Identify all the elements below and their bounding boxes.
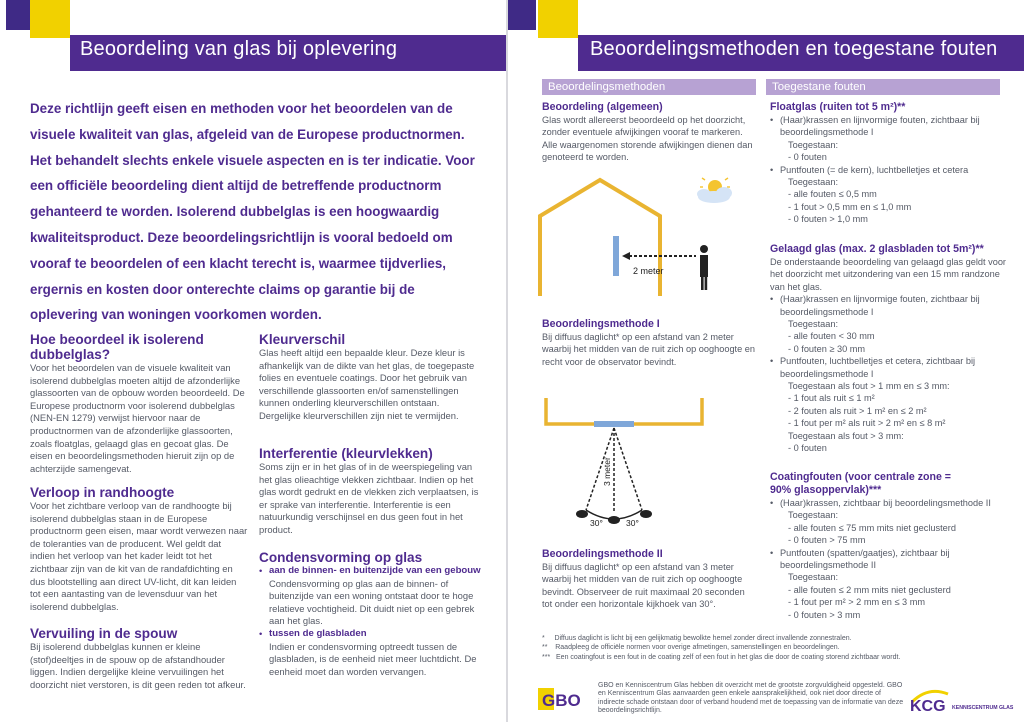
room-outline xyxy=(546,398,702,424)
gbo-logo xyxy=(538,684,594,714)
rule-item: • Puntfouten (= de kern), luchtbelletjes et cetera xyxy=(770,164,1004,176)
method2 xyxy=(542,548,756,611)
tab-methods: Beoordelingsmethoden xyxy=(542,79,756,95)
section-intro: De onderstaande beoordeling van gelaagd glas geldt voor het doorzicht met uitzondering van een 15 mm randzone van het glas. xyxy=(770,257,1006,292)
section-text: Bij diffuus daglicht* op een afstand van 2 meter waarbij het midden van de ruit zich op ooghoogte en recht voor de observator bevindt. xyxy=(542,332,755,367)
distance-label: 3 meter xyxy=(602,457,612,486)
svg-text:GBO: GBO xyxy=(542,691,581,710)
section-heading: Beoordeling (algemeen) xyxy=(542,101,663,113)
section-edge-height xyxy=(30,485,248,613)
section-text: Glas wordt allereerst beoordeeld op het doorzicht, zonder eventuele afwijkingen vooraf te markeren. Alle waargenomen storende afwijkingen dienen dan genoteerd te worden. xyxy=(542,115,753,163)
rule-detail: - 0 fouten > 3 mm xyxy=(788,609,861,620)
header-accent-right xyxy=(508,0,536,30)
section-text: Voor het beoordelen van de visuele kwaliteit van isolerend dubbelglas moeten altijd de afzonderlijke glassoorten van de opbouw worden beoordeeld. De Europese productnorm voor isolerend dubbelglas (NEN-EN 1279) verwijst hiervoor naar de productnormen van de afzonderlijke glassoorten, zoals floatglas, gelaagd glas en gecoat glas. De eisen en beoordelingsmethoden hieruit zijn op de achterzijde samengevat. xyxy=(30,362,245,474)
coating-rules xyxy=(770,497,1006,621)
rule-item: • Puntfouten (spatten/gaatjes), zichtbaar bij beoordelingsmethode II xyxy=(770,547,1006,572)
rule-detail: - alle fouten ≤ 2 mm mits niet geclusterd xyxy=(788,584,951,595)
rule-detail: Toegestaan als fout > 1 mm en ≤ 3 mm: xyxy=(788,381,950,392)
rule-detail: - 2 fouten als ruit > 1 m² en ≤ 2 m² xyxy=(788,405,927,416)
rule-detail: Toegestaan: xyxy=(788,319,839,330)
section-heading: Vervuiling in de spouw xyxy=(30,626,178,641)
footnote: * Diffuus daglicht is licht bij een gelijkmatig bewolkte hemel zonder direct invallende zonnestralen. xyxy=(542,635,852,642)
section-how-to-assess xyxy=(30,332,248,475)
section-interference xyxy=(259,446,479,537)
section-heading: Beoordelingsmethode II xyxy=(542,548,663,560)
rule-detail: Toegestaan: xyxy=(788,177,839,188)
rule-item: • Puntfouten, luchtbelletjes et cetera, zichtbaar bij beoordelingsmethode I xyxy=(770,355,1006,380)
section-condensation xyxy=(259,550,481,678)
rule-detail: - 0 fouten ≥ 30 mm xyxy=(788,343,866,354)
observer-icon xyxy=(700,245,708,290)
section-cavity-dirt xyxy=(30,626,248,691)
svg-text:KENNISCENTRUM GLAS: KENNISCENTRUM GLAS xyxy=(952,705,1014,711)
rule-detail: - alle fouten ≤ 0,5 mm xyxy=(788,189,877,200)
rule-detail: - 1 fout per m² als ruit > 2 m² en ≤ 8 m² xyxy=(788,418,946,429)
header-yellow-block xyxy=(30,0,70,38)
rule-detail: - alle fouten ≤ 75 mm mits niet geclusterd xyxy=(788,522,956,533)
svg-text:KCG: KCG xyxy=(910,698,946,714)
kcg-logo-icon xyxy=(908,684,1024,714)
observer-left-icon xyxy=(576,510,588,518)
float-rules xyxy=(770,114,1004,226)
rule-item: • (Haar)krassen en lijnvormige fouten, zichtbaar bij beoordelingsmethode I xyxy=(770,293,1006,318)
tab-faults: Toegestane fouten xyxy=(766,79,1000,95)
rule-detail: - alle fouten < 30 mm xyxy=(788,331,875,342)
condensation-bullet-outside: • aan de binnen- en buitenzijde van een gebouw Condensvorming op glas aan de binnen- of buitenzijde van een woning ontstaat door te hoge relatieve vochtigheid. Dit duidt niet op een gebrek aan het glas. xyxy=(259,565,481,628)
laminated-glass xyxy=(770,243,1006,455)
section-heading: Interferentie (kleurvlekken) xyxy=(259,446,433,461)
section-heading: Verloop in randhoogte xyxy=(30,485,175,500)
section-text: Soms zijn er in het glas of in de weerspiegeling van het glas olieachtige vlekken zichtbaar. Indien op het glas wordt gedrukt en de vlekken zich verplaatsen, is er sprake van interferentie. Interferentie is een natuurkundig verschijnsel en dus geen fout in het product. xyxy=(259,461,479,535)
condensation-bullet-between: • tussen de glasbladen Indien er condensvorming optreedt tussen de glasbladen, is de eenheid niet meer luchtdicht. De eenheid moet dan worden vervangen. xyxy=(259,628,481,678)
section-text: Voor het zichtbare verloop van de randhoogte bij isolerend dubbelglas staan in de Europese productnorm geen eisen, maar wordt verwezen naar de toleranties van de producent. Wel geldt dat indien het verloop van het kader leidt tot het zichtbaar zijn van de kit van de randafdichting en dus blootstelling aan direct UV-licht, dit kan leiden tot een aantasting van de levensduur van het isolerend dubbelglas. xyxy=(30,500,248,612)
distance-label: 2 meter xyxy=(633,266,664,276)
kcg-logo xyxy=(908,684,1024,714)
header-yellow-block xyxy=(538,0,578,38)
section-heading: Hoe beoordeel ik isolerend dubbelglas? xyxy=(30,332,204,362)
gbo-logo-icon xyxy=(538,684,594,714)
rule-detail: - 0 fouten xyxy=(788,152,827,163)
rule-detail: Toegestaan: xyxy=(788,139,839,150)
rule-detail: - 1 fout per m² > 2 mm en ≤ 3 mm xyxy=(788,597,926,608)
method1-diagram xyxy=(536,176,756,306)
view-line-right xyxy=(614,428,642,510)
section-text: Bij isolerend dubbelglas kunnen er kleine (stof)deeltjes in de spouw op de afstandhouder liggen. Indien dergelijke kleine vervuilingen het doorzicht niet verstoren, is dit geen reden tot afkeur. xyxy=(30,641,246,690)
page-title: Beoordeling van glas bij oplevering xyxy=(80,38,398,60)
house-outline xyxy=(540,180,660,296)
rule-detail: Toegestaan als fout > 3 mm: xyxy=(788,430,904,441)
section-text: Bij diffuus daglicht* op een afstand van 3 meter waarbij het midden van de ruit zich op ooghoogte bevindt. Observeer de ruit maximaal 20 seconden tot onder een horizontale kijkhoek van 30°. xyxy=(542,562,745,610)
window-pane xyxy=(613,236,619,276)
method2-diagram xyxy=(542,394,752,534)
disclaimer: GBO en Kenniscentrum Glas hebben dit overzicht met de grootste zorgvuldigheid opgesteld. GBO en Kenniscentrum Glas aanvaarden geen enkele aansprakelijkheid, ook niet door directe of indirecte schade ontstaan door of verband houdend met de toepassing van de informatie van deze beoordelingsrichtlijn. xyxy=(598,682,904,715)
angle-label-left: 30° xyxy=(590,518,603,528)
arrow-head-icon xyxy=(622,252,630,260)
rule-item: • (Haar)krassen en lijnvormige fouten, zichtbaar bij beoordelingsmethode I xyxy=(770,114,1004,139)
method1 xyxy=(542,318,756,368)
observer-center-icon xyxy=(608,516,620,524)
rule-detail: - 0 fouten xyxy=(788,443,827,454)
float-glass xyxy=(770,101,1004,226)
observer-right-icon xyxy=(640,510,652,518)
rule-detail: - 1 fout als ruit ≤ 1 m² xyxy=(788,393,875,404)
angle-label-right: 30° xyxy=(626,518,639,528)
sun-cloud-icon xyxy=(697,176,732,203)
section-heading: Kleurverschil xyxy=(259,332,346,347)
rule-detail: - 1 fout > 0,5 mm en ≤ 1,0 mm xyxy=(788,201,912,212)
page-title: Beoordelingsmethoden en toegestane fouten xyxy=(590,38,998,60)
intro-paragraph: Deze richtlijn geeft eisen en methoden voor het beoordelen van de visuele kwaliteit van glas, afgeleid van de Europese productnormen. Het behandelt slechts enkele visuele aspecten en is ter indicatie. Voor een officiële beoordeling dient altijd de betreffende productnorm gehanteerd te worden. Isolerend dubbelglas is een hoogwaardig kwaliteitsproduct. Deze beoordelingsrichtlijn is vooral bedoeld om vooraf te beoordelen of een klacht terecht is, waarmee tijdverlies, ergernis en kosten door onterechte claims op garantie bij de oplevering van woningen voorkomen worden. xyxy=(30,101,475,323)
rule-item: • (Haar)krassen, zichtbaar bij beoordelingsmethode II xyxy=(770,497,1006,509)
section-heading: Condensvorming op glas xyxy=(259,550,423,565)
section-text: Glas heeft altijd een bepaalde kleur. Deze kleur is afhankelijk van de dikte van het glas, de toegepaste folies en eventuele coatings. Door het gebruik van verschillende glassoorten en/of samenstellingen kunnen onderling kleurverschillen ontstaan. Dergelijke kleurverschillen zijn niet te vermijden. xyxy=(259,347,475,421)
section-heading: Beoordelingsmethode I xyxy=(542,318,660,330)
window-pane xyxy=(594,421,634,427)
footnote: *** Een coatingfout is een fout in de coating zelf of een fout in het glas die door de coating storend zichtbaar wordt. xyxy=(542,653,901,661)
footnote: ** Raadpleeg de officiële normen voor overige afmetingen, samenstellingen en beoordelingen. xyxy=(542,644,840,652)
rule-detail: - 0 fouten > 1,0 mm xyxy=(788,214,868,225)
rule-detail: - 0 fouten > 75 mm xyxy=(788,535,866,546)
rule-detail: Toegestaan: xyxy=(788,510,839,521)
laminated-rules xyxy=(770,293,1006,454)
general-assessment xyxy=(542,101,756,164)
right-page xyxy=(508,0,1024,722)
section-heading: Floatglas (ruiten tot 5 m²)** xyxy=(770,101,906,113)
rule-detail: Toegestaan: xyxy=(788,572,839,583)
footnotes xyxy=(542,634,1012,662)
section-color-difference xyxy=(259,332,479,423)
section-heading: Gelaagd glas (max. 2 glasbladen tot 5m²)** xyxy=(770,243,984,255)
coating-faults xyxy=(770,471,1006,621)
left-page xyxy=(0,0,506,722)
section-heading: Coatingfouten (voor centrale zone = 90% glasoppervlak)*** xyxy=(770,471,951,496)
